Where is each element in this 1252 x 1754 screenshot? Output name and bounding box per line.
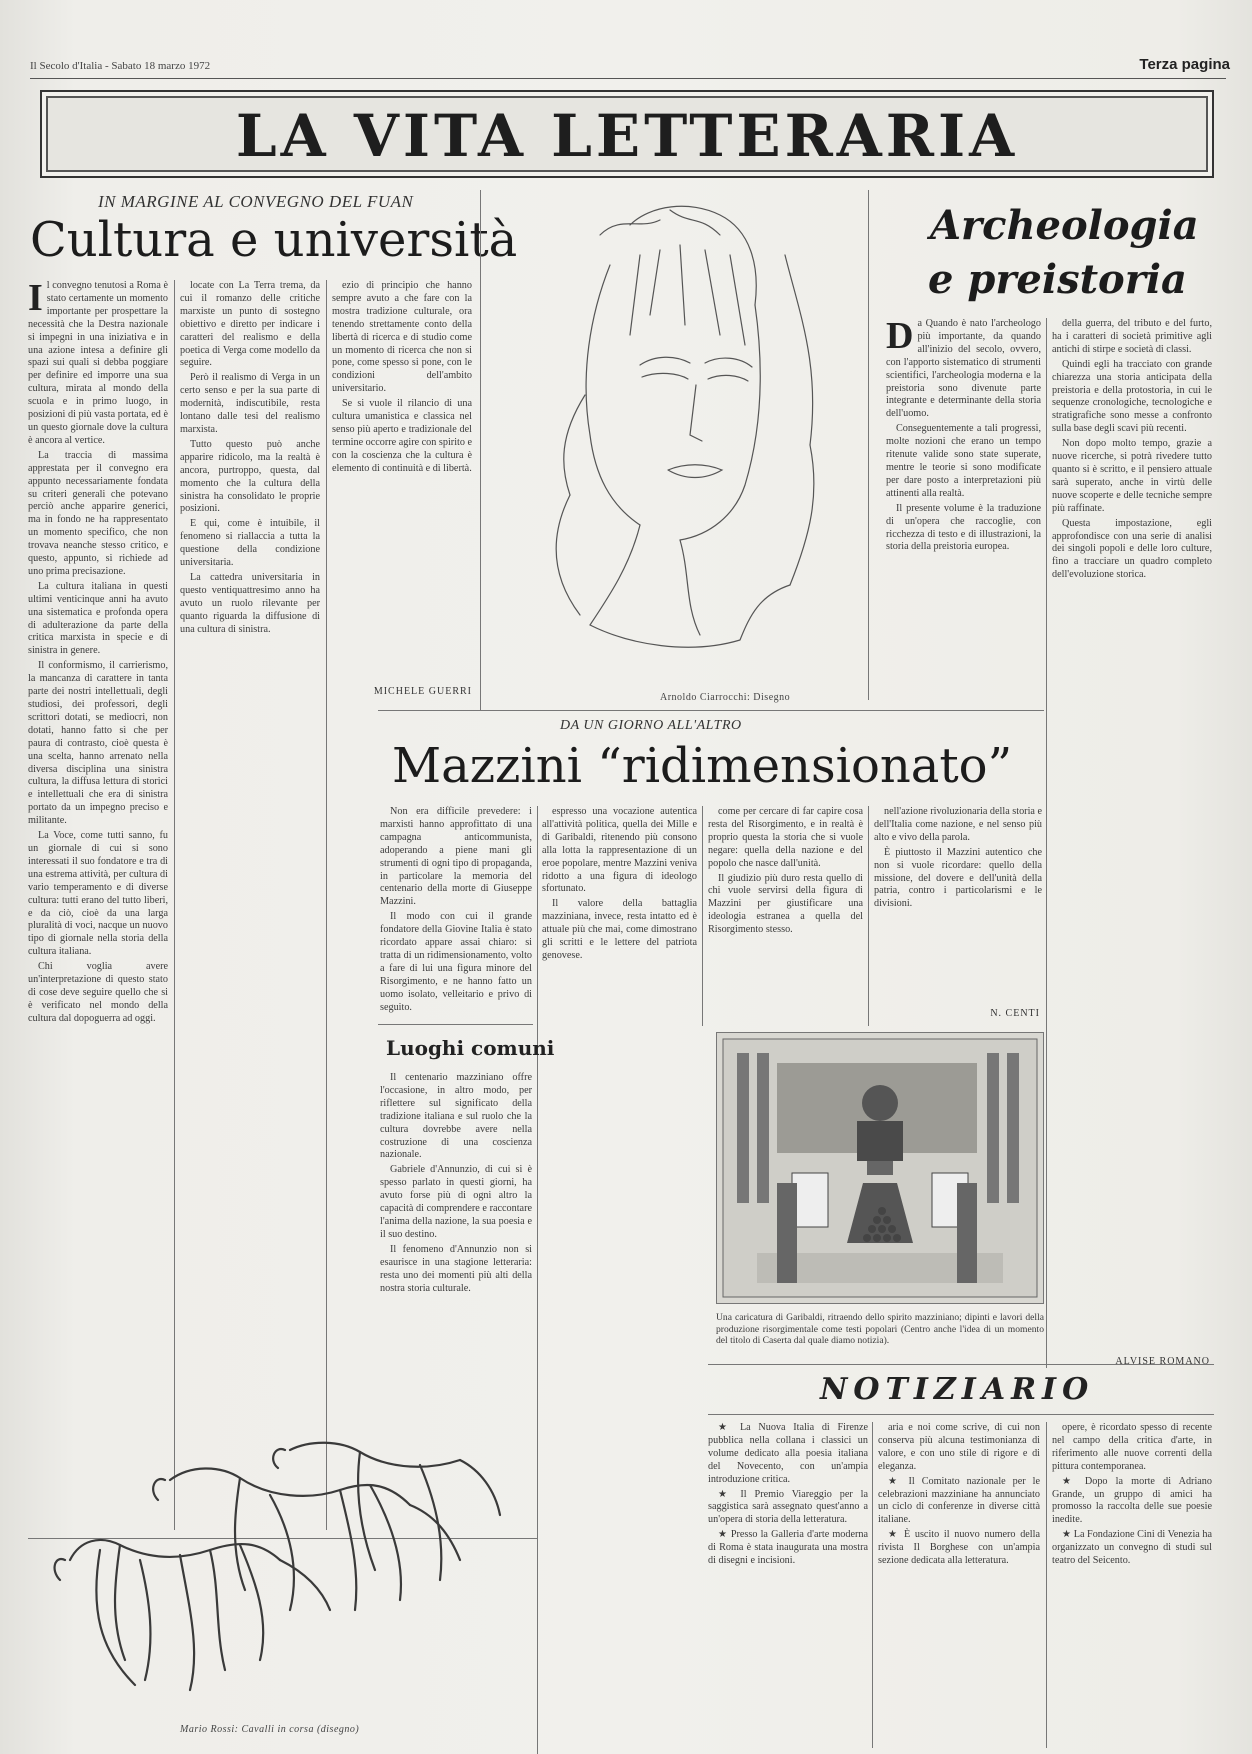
column-rule <box>326 280 327 1530</box>
box-rule <box>378 1024 533 1026</box>
column-rule <box>480 190 481 710</box>
left-kicker: IN MARGINE AL CONVEGNO DEL FUAN <box>98 192 414 211</box>
left-article-col3: ezio di principio che hanno sempre avuto a che fare con la mostra tradizione culturale, ora tenendo strettamente conto della libertà di ricerca e di studio come un momento di ricerca che non si pone, come spesso si pone, con le condizioni dell'ambito universitario. Se si vuole il rilancio di una cultura umanistica e classica nel senso più aperto e tradizionale del termine occorre agire con spirito e con la coscienza che la cultura è elemento di continuità e di libertà. <box>332 280 472 474</box>
right-byline: ALVISE ROMANO <box>1115 1356 1210 1367</box>
mazzini-byline: N. CENTI <box>990 1008 1040 1019</box>
portrait-sketch-drawing <box>490 195 860 675</box>
garibaldi-cartoon-illustration <box>717 1033 1043 1303</box>
notiziario-col1: ★ La Nuova Italia di Firenze pubblica nella collana i classici un volume dedicato alla poesia italiana del Novecento, con un'ampia introduzione critica. ★ Il Premio Viareggio per la saggistica sarà assegnato quest'anno a un'opera di storia della letteratura. ★ Presso la Galleria d'arte moderna di Roma è stata inaugurata una mostra di disegni e incisioni. <box>708 1422 868 1567</box>
section-rule <box>708 1414 1214 1415</box>
luoghi-comuni-title: Luoghi comuni <box>386 1036 555 1060</box>
header-rule <box>30 78 1226 79</box>
right-headline-line1: Archeologia <box>930 202 1199 249</box>
masthead-title: LA VITA LETTERARIA <box>235 102 1019 170</box>
notiziario-title: NOTIZIARIO <box>820 1372 1095 1407</box>
column-rule <box>868 190 869 700</box>
horses-sketch <box>40 1410 520 1710</box>
left-byline: MICHELE GUERRI <box>373 686 472 697</box>
column-rule <box>702 806 703 1026</box>
running-head <box>30 56 1230 76</box>
left-article-col1: Il convegno tenutosi a Roma è stato certamente un momento importante per prospettare la necessità che la Destra nazionale si impegni in una iniziativa e in una azione intesa a definire gli spazi sui quali si debba poggiare per definire ed imporre una sua cultura, mirata al mondo della scuola e in primo luogo, in posizioni di più vasta portata, ed è un questo giornale dove la cultura è ancora al vertice. La traccia di massima apprestata per il convegno era appunto necessariamente fondata su criteri generali che potevano perciò anche apparire generici, ma in fondo ne ha rappresentato un momento specifico, che non trovava neanche stesso critico, e questo, appunto, si richiede ad uno prima precisazione. La cultura italiana in questi ultimi venticinque anni ha avuto una sistematica e profonda opera di adulterazione da parte della critica marxista in specie e di sinistra in genere. Il conformismo, il carrierismo, la mancanza di carattere in tanta parte dei nostri intellettuali, degli studiosi, dei professori, degli scrittori dotati, se mediocri, non dotati, hanno fatto sì che per paura di contrasto, cioè questa è una scelta, hanno arrenato nella diversa disciplina una sinistra cultura, la diffusa lettura di storici e intellettuali che era di sinistra portato da un impegno preciso e militante. La Voce, come tutti sanno, fu un giornale di cui si sono interessati il suo fondatore e tra di una estrema attività, per cultura di vario temperamento e di diverse cultura: tutti erano del tutto liberi, e da ciò, cioè da una larga pluralità di voci, nacque un nuovo tipo di giornale nella storia della cultura italiana. Chi voglia avere un'interpretazione di questo stato di cose deve seguire quello che si è verificato nel mondo della cultura dal dopoguerra ad oggi. <box>28 280 168 1024</box>
mazzini-col4: nell'azione rivoluzionaria della storia e dell'Italia come nazione, e nel senso più alto e vivo della parola. È piuttosto il Mazzini autentico che non si vuole ricordare: quello della missione, del dovere e dell'unità della patria, contro i particolarismi e le divisioni. <box>874 806 1042 910</box>
running-head-date: Il Secolo d'Italia - Sabato 18 marzo 1972 <box>30 60 211 72</box>
mazzini-kicker: DA UN GIORNO ALL'ALTRO <box>560 718 742 733</box>
column-rule <box>537 806 538 1754</box>
masthead-banner <box>40 90 1214 178</box>
right-headline-line2: e preistoria <box>928 256 1187 303</box>
cartoon-caption: Una caricatura di Garibaldi, ritraendo dello spirito mazziniano; dipinti e lavori della produzione risorgimentale come testi popolari (Centro anche l'idea di un momento del titolo di Caserta dal quale diamo notizia). <box>716 1312 1044 1346</box>
section-rule <box>378 710 1044 711</box>
mazzini-col1: Non era difficile prevedere: i marxisti hanno approfittato di una campagna anticommunista, adoperando a piene mani gli strumenti di ogni tipo di propaganda, in particolare la memoria del centenario della morte di Giuseppe Mazzini. Il modo con cui il grande fondatore della Giovine Italia è stato ricordato appare assai chiaro: si tratta di un ridimensionamento, volto a fare di lui una figura minore del Risorgimento, e ne hanno fatto un uomo isolato, velleitario e privo di seguito. <box>380 806 532 1013</box>
sketch-caption: Arnoldo Ciarrocchi: Disegno <box>660 692 791 703</box>
right-article-col2: della guerra, del tributo e del furto, ha i caratteri di società primitive agli antichi di stirpe e società di classi. Quindi egli ha tracciato con grande chiarezza una storia anticipata della preistoria e della protostoria, in cui le sequenze cronologiche, tecnologiche e stratigrafiche sono messe a confronto sulla base degli scavi più recenti. Non dopo molto tempo, grazie a nuove ricerche, si potrà rivedere tutto quanto si è scritto, e il pensiero attuale sarà superato, anche in virtù delle nuove scoperte e delle tecniche sempre più raffinate. Questa impostazione, egli approfondisce con una serie di analisi dei singoli popoli e delle loro culture, fino a tracciare un quadro completo dell'evoluzione storica. <box>1052 318 1212 581</box>
mazzini-col2: espresso una vocazione autentica all'attività politica, quella dei Mille e di Garibaldi, ritenendo più consono alla lotta la rappresentazione di un eroe popolare, mentre Mazzini veniva ridotto a una figura di ideologo sfortunato. Il valore della battaglia mazziniana, invece, resta intatto ed è attuale più che mai, come dimostrano gli scritti e le lettere del patriota genovese. <box>542 806 697 961</box>
left-headline: Cultura e università <box>30 212 518 268</box>
notiziario-col2: aria e noi come scrive, di cui non conserva più alcuna testimonianza di valore, e con uno stile di rigore e di eleganza. ★ Il Comitato nazionale per le celebrazioni mazziniane ha annunciato un ciclo di conferenze in diverse città italiane. ★ È uscito il nuovo numero della rivista Il Borghese con un'ampia sezione dedicata alla letteratura. <box>878 1422 1040 1567</box>
portrait-sketch <box>490 195 860 675</box>
horses-drawing <box>40 1410 520 1710</box>
mazzini-headline: Mazzini “ridimensionato” <box>392 738 1013 794</box>
column-rule <box>174 280 175 1530</box>
column-rule <box>872 1422 873 1748</box>
column-rule <box>868 806 869 1026</box>
section-label: Terza pagina <box>1139 56 1230 73</box>
mazzini-col3: come per cercare di far capire cosa resta del Risorgimento, e in realtà è proprio questa la storia che si vuole negare: quella della nazione e del popolo che nasce dall'unità. Il giudizio più duro resta quello di chi vuole servirsi della figura di Mazzini per giustificare una ideologia estranea a quella del Risorgimento stesso. <box>708 806 863 936</box>
column-rule <box>1046 318 1047 1368</box>
luoghi-comuni-text: Il centenario mazziniano offre l'occasione, in altro modo, per riflettere sul significato della tradizione italiana e sul ruolo che la cultura dovrebbe avere nella costruzione di una coscienza nazionale. Gabriele d'Annunzio, di cui si è spesso parlato in questi giorni, ha avuto forse più di ogni altro la capacità di comprendere e raccontare l'anima della nazione, la sua poesia e il suo destino. Il fenomeno d'Annunzio non si esaurisce in una stagione letteraria: resta uno dei momenti più alti della nostra storia culturale. <box>380 1072 532 1294</box>
notiziario-col3: opere, è ricordato spesso di recente nel campo della critica d'arte, in riferimento alle nuove correnti della pittura contemporanea. ★ Dopo la morte di Adriano Grande, un gruppo di amici ha promosso la raccolta delle sue poesie inedite. ★ La Fondazione Cini di Venezia ha organizzato un convegno di studi sul teatro del Seicento. <box>1052 1422 1212 1567</box>
section-rule <box>708 1364 1214 1365</box>
column-rule <box>1046 1422 1047 1748</box>
right-article-col1: Da Quando è nato l'archeologo più importante, da quando all'inizio del secolo, ovvero, con l'apporto sistematico di strumenti scientifici, l'archeologia moderna e la preistoria sono divenute parte integrante e determinante della storia dell'uomo. Conseguentemente a tali progressi, molte nozioni che erano un tempo ritenute valide sono state superate, mentre le teorie si sono modificate per dare posto a interpretazioni più attinenti alla realtà. Il presente volume è la traduzione di un'opera che raccoglie, con ricchezza di testo e di illustrazioni, la storia della preistoria europea. <box>886 318 1041 553</box>
left-article-col2: locate con La Terra trema, da cui il romanzo delle critiche marxiste un punto di sostegno obiettivo e diretto per indicare i caratteri del realismo e della poetica di Verga come modello da seguire. Però il realismo di Verga in un certo senso e per la sua parte di modernità, indiscutibile, resta lontano dalle tesi del realismo marxista. Tutto questo può anche apparire ridicolo, ma la realtà è ancora, purtroppo, questa, dal momento che la cultura della sinistra ha consolidato le proprie posizioni. E qui, come è intuibile, il fenomeno si riallaccia a tutta la questione della condizione universitaria. La cattedra universitaria in questo ventiquattresimo anno ha avuto un ruolo rilevante per quanto riguarda la diffusione di una cultura di sinistra. <box>180 280 320 635</box>
horses-caption: Mario Rossi: Cavalli in corsa (disegno) <box>180 1724 360 1735</box>
garibaldi-cartoon <box>716 1032 1044 1304</box>
